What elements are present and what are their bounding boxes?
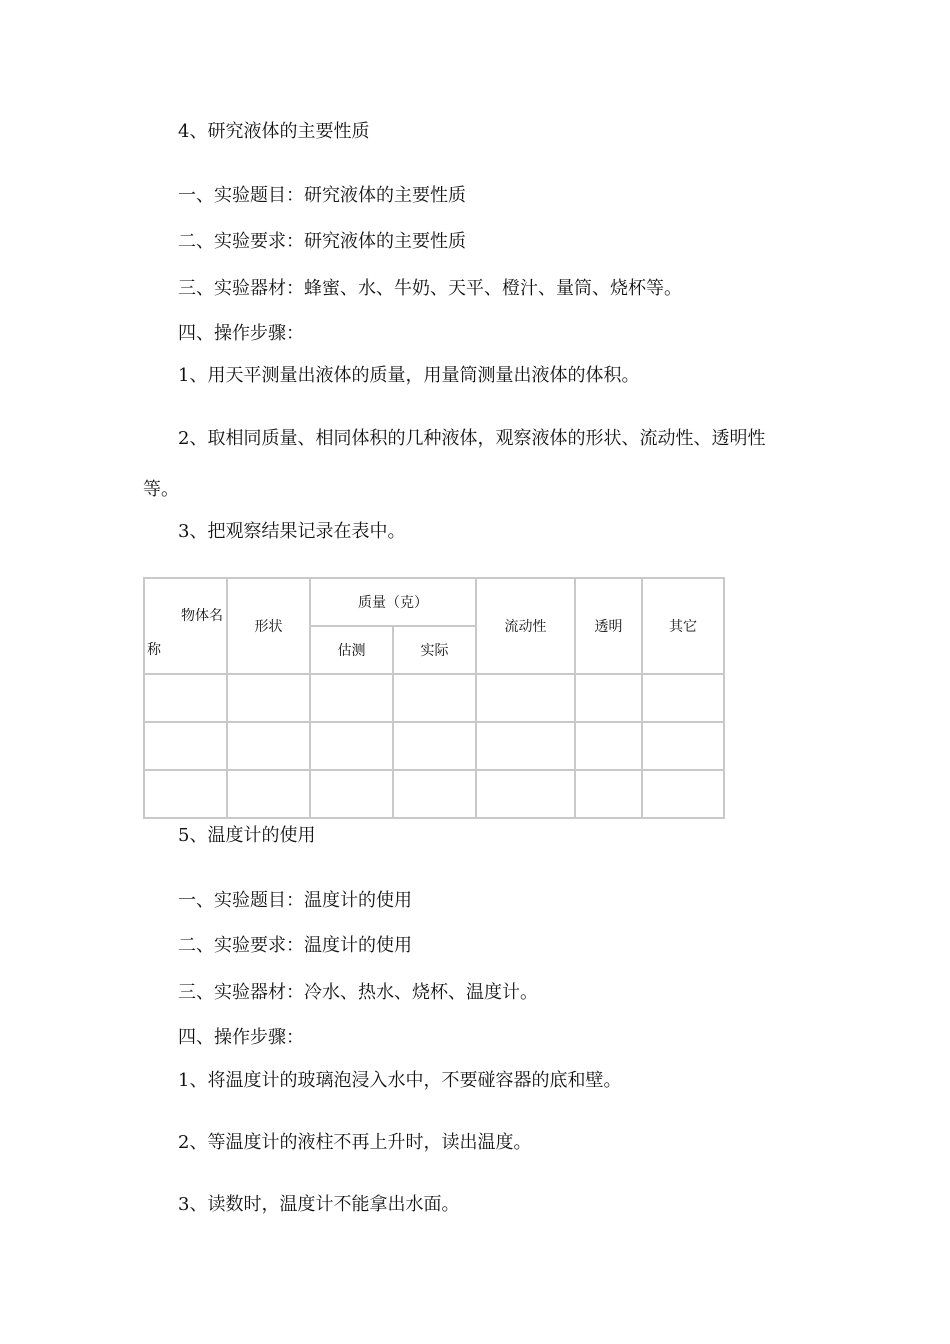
table-cell (310, 674, 393, 722)
table-cell (393, 722, 476, 770)
section5-step2: 2、等温度计的液柱不再上升时，读出温度。 (178, 1132, 532, 1153)
table-cell (476, 674, 575, 722)
section5-steps-heading: 四、操作步骤： (178, 1027, 304, 1048)
section4-requirement: 二、实验要求：研究液体的主要性质 (178, 231, 466, 252)
table-cell (575, 770, 642, 818)
header-shape: 形状 (227, 578, 310, 674)
section5-requirement: 二、实验要求：温度计的使用 (178, 935, 412, 956)
table-cell (393, 674, 476, 722)
header-object-name-line2: 称 (147, 642, 161, 658)
section5-title: 5、温度计的使用 (178, 825, 316, 846)
table-cell (144, 722, 227, 770)
table-cell (310, 770, 393, 818)
section4-materials: 三、实验器材：蜂蜜、水、牛奶、天平、橙汁、量筒、烧杯等。 (178, 278, 682, 299)
header-fluidity: 流动性 (476, 578, 575, 674)
table-cell (575, 722, 642, 770)
table-cell (642, 722, 724, 770)
table-cell (144, 674, 227, 722)
header-object-name-line1: 物体名 (181, 608, 223, 624)
table-row (144, 674, 724, 722)
table-cell (642, 770, 724, 818)
observation-table (143, 577, 725, 819)
table-row (144, 722, 724, 770)
table-cell (227, 770, 310, 818)
section4-step2-line2: 等。 (143, 479, 179, 500)
table-cell (393, 770, 476, 818)
section5-materials: 三、实验器材：冷水、热水、烧杯、温度计。 (178, 982, 538, 1003)
section4-step2-line1: 2、取相同质量、相同体积的几种液体，观察液体的形状、流动性、透明性 (178, 428, 766, 449)
table-row (144, 770, 724, 818)
header-other: 其它 (642, 578, 724, 674)
section4-steps-heading: 四、操作步骤： (178, 323, 304, 344)
table-cell (144, 770, 227, 818)
table-cell (575, 674, 642, 722)
header-mass: 质量（克） (310, 578, 476, 626)
section4-title: 4、研究液体的主要性质 (178, 121, 370, 142)
section4-step1: 1、用天平测量出液体的质量，用量筒测量出液体的体积。 (178, 365, 640, 386)
header-object-name (144, 578, 227, 674)
header-actual: 实际 (393, 626, 476, 674)
section5-topic: 一、实验题目：温度计的使用 (178, 890, 412, 911)
table-cell (642, 674, 724, 722)
header-estimate: 估测 (310, 626, 393, 674)
table-cell (310, 722, 393, 770)
section5-step3: 3、读数时，温度计不能拿出水面。 (178, 1194, 460, 1215)
table-cell (227, 674, 310, 722)
section4-topic: 一、实验题目：研究液体的主要性质 (178, 185, 466, 206)
section5-step1: 1、将温度计的玻璃泡浸入水中，不要碰容器的底和壁。 (178, 1070, 622, 1091)
table-cell (227, 722, 310, 770)
section4-step3: 3、把观察结果记录在表中。 (178, 521, 406, 542)
header-transparency: 透明 (575, 578, 642, 674)
table-cell (476, 770, 575, 818)
table-cell (476, 722, 575, 770)
